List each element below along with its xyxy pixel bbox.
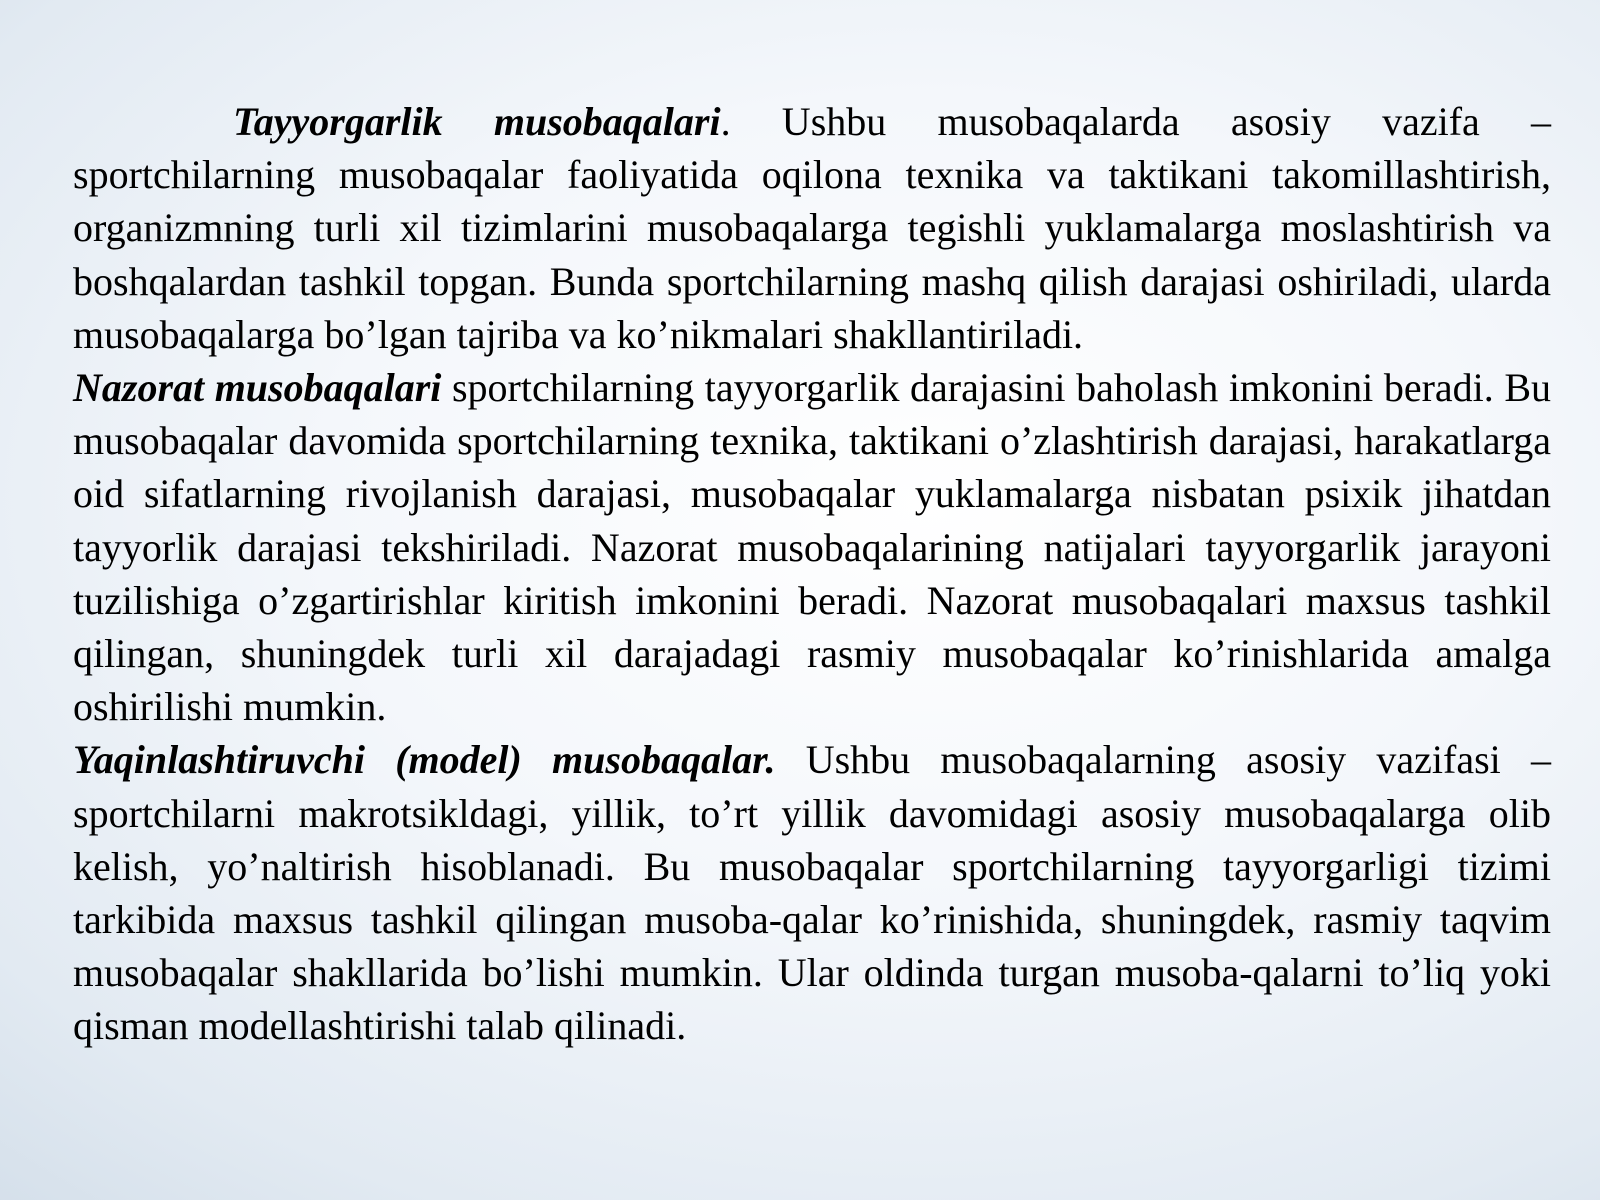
paragraph-body-text: . Ushbu musobaqalarda asosiy vazifa – sportchilarning musobaqalar faoliyatida oqilona texnika va taktikani takomillashtirish, organizmning turli xil tizimlarini musobaqalarga tegishli yuklamalarga moslashtirish va boshqalardan tashkil topgan. Bunda sportchilarning mashq qilish darajasi oshiriladi, ularda musobaqalarga bo’lgan tajriba va ko’nikmalari shakllantiriladi. [73, 99, 1551, 357]
slide-text-body [73, 95, 1551, 1053]
paragraph-lead-term: Tayyorgarlik musobaqalari [233, 99, 721, 144]
paragraph-preparatory-competitions [73, 95, 1551, 361]
paragraph-body-text: sportchilarning tayyorgarlik darajasini baholash imkonini beradi. Bu musobaqalar davomida sportchilarning texnika, taktikani o’zlashtirish darajasi, harakatlarga oid sifatlarning rivojlanish darajasi, musobaqalar yuklamalarga nisbatan psixik jihatdan tayyorlik darajasi tekshiriladi. Nazorat musobaqalarining natijalari tayyorgarlik jarayoni tuzilishiga o’zgartirishlar kiritish imkonini beradi. Nazorat musobaqalari maxsus tashkil qilingan, shuningdek turli xil darajadagi rasmiy musobaqalar ko’rinishlarida amalga oshirilishi mumkin. [73, 365, 1552, 730]
paragraph-lead-term: Yaqinlashtiruvchi (model) musobaqalar. [73, 737, 776, 783]
paragraph-body-text: Ushbu musobaqalarning asosiy vazifasi – sportchilarni makrotsikldagi, yillik, to’rt yillik davomidagi asosiy musobaqalarga olib kelish, yo’naltirish hisoblanadi. Bu musobaqalar sportchilarning tayyorgarligi tizimi tarkibida maxsus tashkil qilingan musoba-qalar ko’rinishida, shuningdek, rasmiy taqvim musobaqalar shakllarida bo’lishi mumkin. Ular oldinda turgan musoba-qalarni to’liq yoki qisman modellashtirishi talab qilinadi. [73, 737, 1551, 1049]
paragraph-lead-term: Nazorat musobaqalari [73, 365, 442, 411]
paragraph-model-competitions [73, 733, 1551, 1052]
paragraph-control-competitions [73, 361, 1551, 733]
